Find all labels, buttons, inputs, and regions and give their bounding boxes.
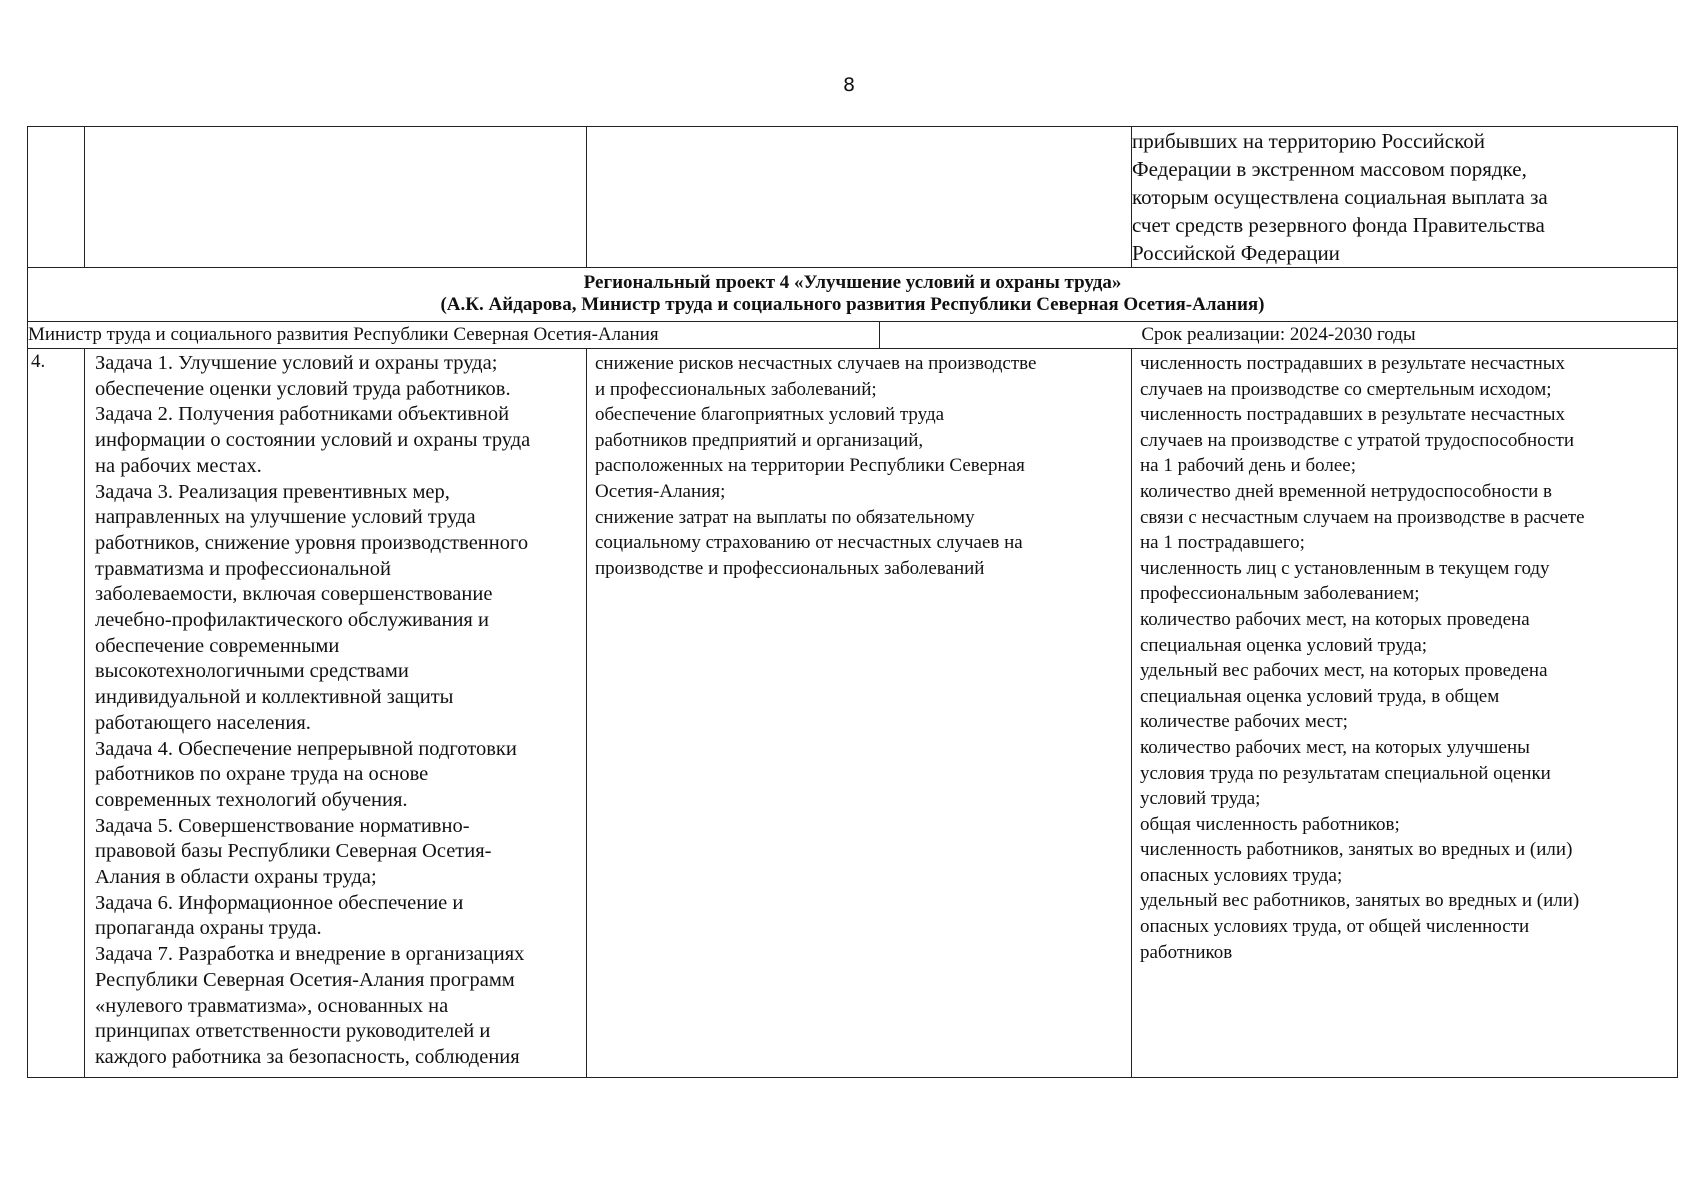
indicator-line: численность лиц с установленным в текущем году (1140, 557, 1550, 579)
indicator-line: количество дней временной нетрудоспособности в (1140, 480, 1553, 502)
task-row (28, 349, 1678, 1078)
effect-line: снижение затрат на выплаты по обязательному (595, 506, 975, 528)
effect-line: Осетия-Алания; (595, 480, 726, 502)
indicator-line: счет средств резервного фонда Правительства (1132, 213, 1545, 237)
task-line: Алания в области охраны труда; (95, 866, 377, 889)
responsible-cell (28, 322, 880, 349)
effect-line: производстве и профессиональных заболеваний (595, 557, 985, 579)
continuation-row (28, 127, 1678, 268)
term-text: Срок реализации: 2024-2030 годы (1141, 324, 1416, 345)
tasks-cell (85, 127, 587, 268)
task-line: работников по охране труда на основе (95, 763, 429, 786)
effect-line: обеспечение благоприятных условий труда (595, 404, 945, 426)
indicator-line: специальная оценка условий труда, в общем (1140, 685, 1500, 707)
task-line: Задача 4. Обеспечение непрерывной подготовки (95, 737, 517, 760)
task-line: Задача 1. Улучшение условий и охраны труда; (95, 352, 498, 374)
indicator-line: работников (1140, 941, 1233, 963)
number-cell (28, 127, 85, 268)
task-line: Задача 3. Реализация превентивных мер, (95, 480, 450, 503)
task-line: принципах ответственности руководителей и (95, 1020, 491, 1043)
indicators-cell (1132, 127, 1678, 268)
task-line: Республики Северная Осетия-Алания программ (95, 968, 515, 991)
indicator-line: условия труда по результатам специальной оценки (1140, 762, 1551, 784)
term-cell (880, 322, 1678, 349)
indicator-line: на 1 пострадавшего; (1140, 532, 1305, 554)
indicator-line: на 1 рабочий день и более; (1140, 455, 1356, 477)
indicator-line: удельный вес работников, занятых во вредных и (или) (1140, 890, 1580, 912)
indicator-line: специальная оценка условий труда; (1140, 634, 1428, 656)
page-number: 8 (842, 74, 856, 96)
task-line: Задача 6. Информационное обеспечение и (95, 891, 464, 914)
effect-line: расположенных на территории Республики Северная (595, 455, 1025, 477)
project-title: Региональный проект 4 «Улучшение условий и охраны труда» (583, 272, 1122, 293)
indicator-line: численность пострадавших в результате несчастных (1140, 404, 1566, 426)
task-line: индивидуальной и коллективной защиты (95, 686, 454, 709)
task-line: обеспечение оценки условий труда работников. (95, 377, 511, 400)
project-header-cell (28, 268, 1678, 322)
task-line: «нулевого травматизма», основанных на (95, 994, 449, 1017)
task-line: правовой базы Республики Северная Осетия- (95, 840, 492, 863)
task-line: каждого работника за безопасность, соблюдения (95, 1045, 520, 1068)
task-line: пропаганда охраны труда. (95, 917, 322, 940)
project-header-row (28, 268, 1678, 322)
indicator-line: количество рабочих мест, на которых проведена (1140, 608, 1530, 630)
indicator-line: численность пострадавших в результате несчастных (1140, 353, 1566, 374)
task-line: высокотехнологичными средствами (95, 660, 409, 683)
indicator-line: количество рабочих мест, на которых улучшены (1140, 736, 1530, 758)
task-line: лечебно-профилактического обслуживания и (95, 609, 489, 632)
indicator-line: связи с несчастным случаем на производстве в расчете (1140, 506, 1585, 528)
effect-line: снижение рисков несчастных случаев на производстве (595, 353, 1037, 374)
indicator-line: общая численность работников; (1140, 813, 1400, 835)
indicator-line: Российской Федерации (1132, 241, 1340, 265)
responsible-text: Министр труда и социального развития Республики Северная Осетия-Алания (28, 324, 659, 345)
task-line: информации о состоянии условий и охраны труда (95, 429, 531, 452)
indicator-line: количестве рабочих мест; (1140, 711, 1348, 733)
indicator-line: которым осуществлена социальная выплата за (1132, 185, 1548, 209)
task-line: Задача 7. Разработка и внедрение в организациях (95, 943, 525, 966)
task-line: направленных на улучшение условий труда (95, 506, 476, 529)
task-line: Задача 2. Получения работниками объективной (95, 403, 510, 426)
effects-list (587, 349, 1132, 1078)
task-line: заболеваемости, включая совершенствование (95, 583, 493, 606)
task-line: современных технологий обучения. (95, 788, 408, 811)
indicator-line: условий труда; (1140, 788, 1261, 810)
project-curator: (А.К. Айдарова, Министр труда и социального развития Республики Северная Осетия-Алания) (440, 294, 1265, 315)
task-line: Задача 5. Совершенствование нормативно- (95, 814, 470, 837)
task-line: травматизма и профессиональной (95, 557, 391, 580)
task-line: обеспечение современными (95, 634, 340, 657)
indicator-line: Федерации в экстренном массовом порядке, (1132, 157, 1527, 181)
indicator-line: опасных условиях труда, от общей численности (1140, 916, 1530, 938)
measures-table (27, 126, 1678, 1078)
indicator-line: численность работников, занятых во вредных и (или) (1140, 839, 1573, 861)
effect-line: социальному страхованию от несчастных случаев на (595, 532, 1023, 554)
tasks-list (85, 349, 587, 1078)
task-line: на рабочих местах. (95, 454, 262, 477)
effects-cell (587, 127, 1132, 268)
effect-line: работников предприятий и организаций, (595, 429, 924, 451)
row-number: 4. (28, 349, 85, 1078)
indicator-line: случаев на производстве с утратой трудоспособности (1140, 429, 1575, 451)
responsible-row (28, 322, 1678, 349)
indicator-line: прибывших на территорию Российской (1132, 129, 1485, 153)
indicators-list (1132, 349, 1678, 1078)
task-line: работающего населения. (95, 711, 311, 734)
effect-line: и профессиональных заболеваний; (595, 378, 877, 400)
indicator-line: опасных условиях труда; (1140, 864, 1343, 886)
task-line: работников, снижение уровня производственного (95, 531, 529, 554)
indicator-line: случаев на производстве со смертельным исходом; (1140, 378, 1552, 400)
indicator-line: профессиональным заболеванием; (1140, 583, 1420, 605)
indicator-line: удельный вес рабочих мест, на которых проведена (1140, 660, 1548, 682)
